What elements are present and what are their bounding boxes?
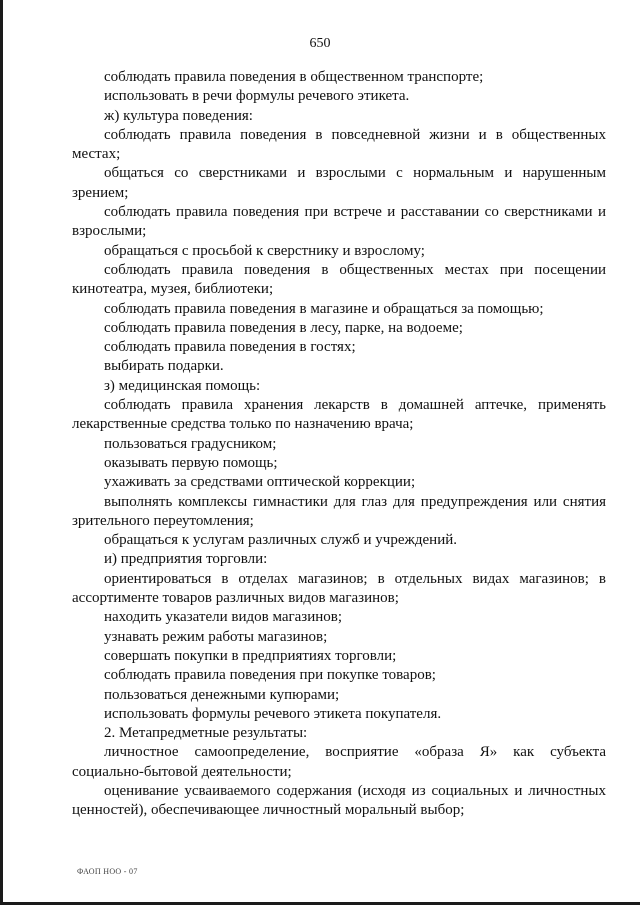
paragraph: соблюдать правила поведения в гостях; bbox=[104, 339, 356, 356]
paragraph: соблюдать правила поведения в общественных местах при посещении кинотеатра, музея, библиотеки; bbox=[72, 261, 606, 298]
paragraph: соблюдать правила поведения при покупке товаров; bbox=[104, 667, 436, 684]
paragraph: соблюдать правила хранения лекарств в домашней аптечке, применять лекарственные средства только по назначению врача; bbox=[72, 397, 606, 433]
paragraph: ориентироваться в отделах магазинов; в отдельных видах магазинов; в ассортименте товаров различных видов магазинов; bbox=[72, 570, 606, 607]
paragraph: соблюдать правила поведения в магазине и обращаться за помощью; bbox=[104, 300, 544, 317]
section-heading: ж) культура поведения: bbox=[104, 107, 253, 124]
paragraph: соблюдать правила поведения в повседневной жизни и в общественных местах; bbox=[72, 126, 606, 163]
section-heading: з) медицинская помощь: bbox=[104, 377, 261, 394]
paragraph: соблюдать правила поведения в общественном транспорте; bbox=[104, 69, 484, 85]
paragraph: соблюдать правила поведения при встрече и расставании со сверстниками и взрослыми; bbox=[72, 204, 606, 240]
paragraph: соблюдать правила поведения в лесу, парке, на водоеме; bbox=[104, 319, 463, 336]
paragraph: пользоваться градусником; bbox=[104, 435, 277, 452]
paragraph: выполнять комплексы гимнастики для глаз для предупреждения или снятия зрительного переутомления; bbox=[72, 493, 606, 529]
paragraph: обращаться к услугам различных служб и учреждений. bbox=[104, 532, 457, 549]
section-heading: и) предприятия торговли: bbox=[104, 551, 268, 568]
paragraph: оказывать первую помощь; bbox=[104, 454, 278, 471]
paragraph: ухаживать за средствами оптической коррекции; bbox=[104, 474, 416, 491]
paragraph: узнавать режим работы магазинов; bbox=[104, 628, 328, 645]
paragraph: находить указатели видов магазинов; bbox=[104, 609, 343, 626]
footer-code: ФАОП НОО - 07 bbox=[77, 867, 138, 876]
section-heading: 2. Метапредметные результаты: bbox=[104, 725, 308, 742]
paragraph: совершать покупки в предприятиях торговли; bbox=[104, 647, 397, 664]
paragraph: обращаться с просьбой к сверстнику и взрослому; bbox=[104, 242, 425, 259]
page-edge-left bbox=[0, 0, 3, 905]
paragraph: использовать в речи формулы речевого этикета. bbox=[104, 88, 410, 105]
paragraph: использовать формулы речевого этикета покупателя. bbox=[104, 705, 442, 722]
document-body bbox=[72, 68, 606, 821]
paragraph: общаться со сверстниками и взрослыми с нормальным и нарушенным зрением; bbox=[72, 165, 606, 201]
paragraph: оценивание усваиваемого содержания (исходя из социальных и личностных ценностей), обеспечивающее личностный моральный выбор; bbox=[72, 782, 606, 819]
paragraph: пользоваться денежными купюрами; bbox=[104, 686, 340, 703]
paragraph: выбирать подарки. bbox=[104, 358, 224, 375]
page-number: 650 bbox=[309, 36, 331, 51]
paragraph: личностное самоопределение, восприятие «образа Я» как субъекта социально-бытовой деятельности; bbox=[72, 744, 606, 780]
